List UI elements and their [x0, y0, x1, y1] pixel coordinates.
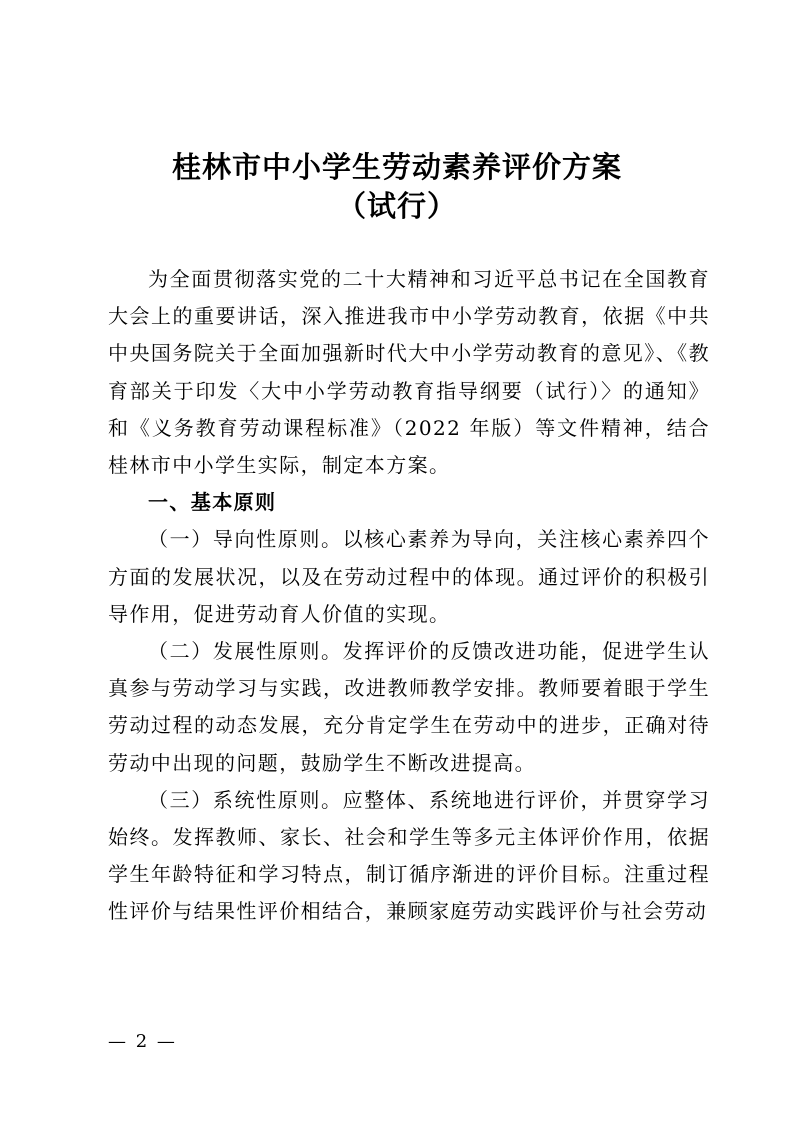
intro-paragraph: 为全面贯彻落实党的二十大精神和习近平总书记在全国教育大会上的重要讲话，深入推进我市中小学劳动教育，依据《中共中央国务院关于全面加强新时代大中小学劳动教育的意见》、《教育部关于印发〈大中小学劳动教育指导纲要（试行）〉的通知》和《义务教育劳动课程标准》（2022 年版）等文件精神，结合桂林市中小学生实际，制定本方案。 — [108, 267, 710, 478]
principle-paragraph-2: （二）发展性原则。发挥评价的反馈改进功能，促进学生认真参与劳动学习与实践，改进教师教学安排。教师要着眼于学生劳动过程的动态发展，充分肯定学生在劳动中的进步，正确对待劳动中出现的问题，鼓励学生不断改进提高。 — [108, 639, 710, 775]
principle-paragraph-1: （一）导向性原则。以核心素养为导向，关注核心素养四个方面的发展状况，以及在劳动过程中的体现。通过评价的积极引导作用，促进劳动育人价值的实现。 — [108, 527, 710, 626]
document-title: 桂林市中小学生劳动素养评价方案 — [171, 150, 622, 184]
document-subtitle: （试行） — [336, 189, 457, 223]
page-number: — 2 — — [108, 1031, 177, 1052]
section-heading: 一、基本原则 — [148, 490, 277, 515]
principle-paragraph-3: （三）系统性原则。应整体、系统地进行评价，并贯穿学习始终。发挥教师、家长、社会和学生等多元主体评价作用，依据学生年龄特征和学习特点，制订循序渐进的评价目标。注重过程性评价与结果性评价相结合，兼顾家庭劳动实践评价与社会劳动 — [108, 787, 710, 924]
document-body — [108, 261, 710, 931]
